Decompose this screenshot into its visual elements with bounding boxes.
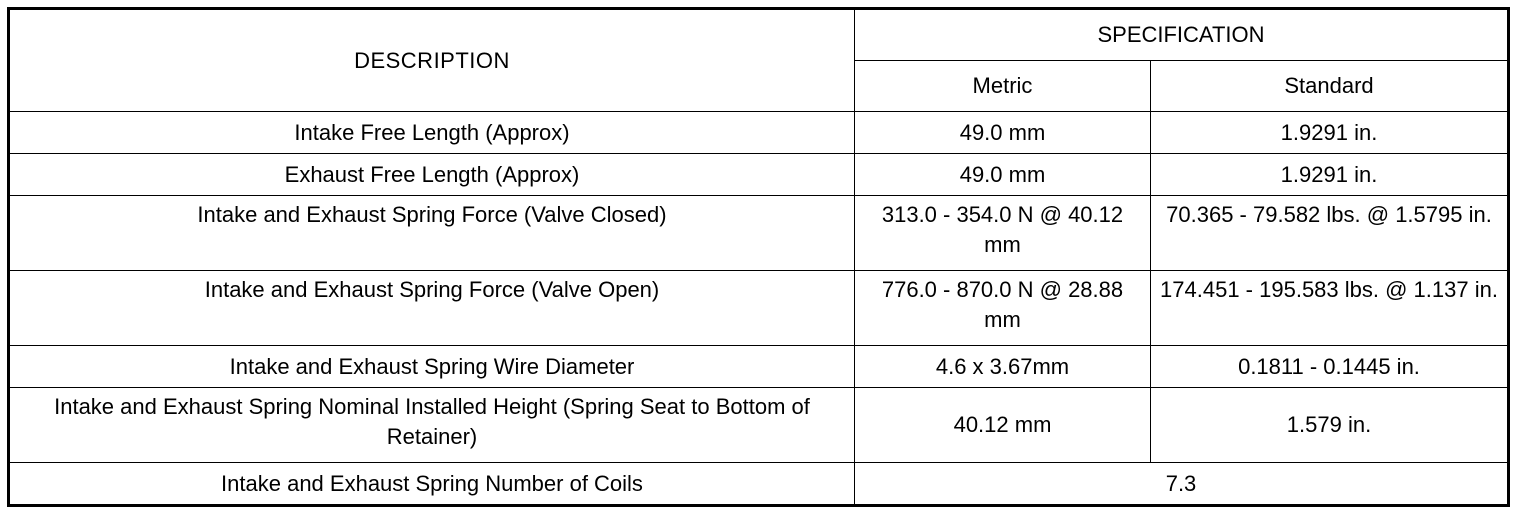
row-description: Intake and Exhaust Spring Nominal Installed Height (Spring Seat to Bottom of Retainer) — [9, 388, 855, 463]
row-standard: 1.579 in. — [1151, 388, 1509, 463]
row-standard: 1.9291 in. — [1151, 112, 1509, 154]
header-row-top — [9, 9, 1509, 61]
specification-header: SPECIFICATION — [855, 9, 1509, 61]
row-description: Intake and Exhaust Spring Number of Coils — [9, 463, 855, 506]
row-standard: 1.9291 in. — [1151, 154, 1509, 196]
row-standard: 174.451 - 195.583 lbs. @ 1.137 in. — [1151, 271, 1509, 346]
table-row — [9, 196, 1509, 271]
table-row — [9, 112, 1509, 154]
row-metric: 49.0 mm — [855, 112, 1151, 154]
row-description: Intake and Exhaust Spring Wire Diameter — [9, 346, 855, 388]
row-metric: 776.0 - 870.0 N @ 28.88 mm — [855, 271, 1151, 346]
row-description: Intake and Exhaust Spring Force (Valve Open) — [9, 271, 855, 346]
row-standard: 0.1811 - 0.1445 in. — [1151, 346, 1509, 388]
metric-header: Metric — [855, 61, 1151, 112]
table-row — [9, 346, 1509, 388]
row-metric: 313.0 - 354.0 N @ 40.12 mm — [855, 196, 1151, 271]
row-combined-value: 7.3 — [855, 463, 1509, 506]
table-row — [9, 154, 1509, 196]
row-metric: 4.6 x 3.67mm — [855, 346, 1151, 388]
specification-table — [7, 7, 1510, 507]
row-metric: 49.0 mm — [855, 154, 1151, 196]
table-row-coils — [9, 463, 1509, 506]
description-header: DESCRIPTION — [9, 9, 855, 112]
table-row — [9, 271, 1509, 346]
standard-header: Standard — [1151, 61, 1509, 112]
row-metric: 40.12 mm — [855, 388, 1151, 463]
row-standard: 70.365 - 79.582 lbs. @ 1.5795 in. — [1151, 196, 1509, 271]
row-description: Intake and Exhaust Spring Force (Valve Closed) — [9, 196, 855, 271]
row-description: Intake Free Length (Approx) — [9, 112, 855, 154]
row-description: Exhaust Free Length (Approx) — [9, 154, 855, 196]
table-row — [9, 388, 1509, 463]
